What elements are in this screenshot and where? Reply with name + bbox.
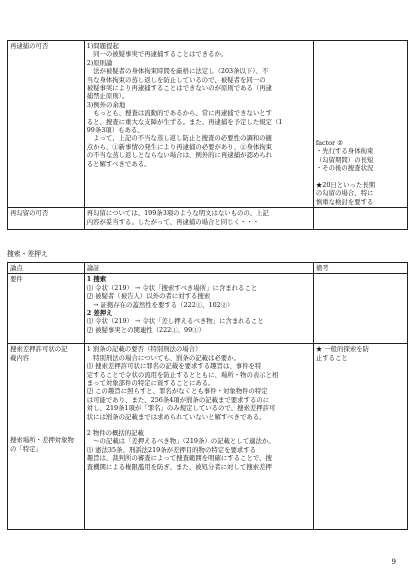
row-label-text bbox=[10, 436, 82, 453]
text-line: ★ 一般的探索を防 bbox=[315, 345, 370, 354]
notes-cell bbox=[313, 274, 407, 344]
paragraph-gap bbox=[87, 421, 311, 429]
text-line: 状には罰条の記載までは求められていないと解すべきである。 bbox=[86, 412, 266, 421]
text-line: 同一の被疑事実で再逮捕することはできるか。 bbox=[86, 50, 228, 59]
label-spacer bbox=[10, 362, 82, 436]
row-label-text: 要件 bbox=[10, 275, 23, 284]
label-line: 載内容 bbox=[10, 353, 30, 362]
row-label bbox=[8, 274, 85, 344]
row-label bbox=[8, 208, 85, 230]
table-row bbox=[8, 208, 408, 230]
section-title: 捜索・差押え bbox=[7, 250, 48, 258]
text-line: の不当な蒸し返しとならない場合は、例外的に再逮捕が認められ bbox=[86, 151, 273, 160]
text-line: 2 物件の概括的記載 bbox=[86, 429, 144, 438]
text-line: 特別刑法の場合についても、罰条の記載は必要か。 bbox=[86, 353, 240, 362]
text-line: ・その後の捜査状況 bbox=[315, 164, 374, 173]
text-line: 被疑事実により再逮捕することはできないのが原則である（再逮 bbox=[86, 84, 273, 93]
text-line: もっとも、捜査は流動的であるから、常に再逮捕できないとす bbox=[86, 109, 273, 118]
argument-cell bbox=[84, 344, 313, 530]
text-line: 査機関による権限濫用を防ぎ、また、被処分者に対して捜索差押 bbox=[86, 462, 272, 471]
row-label-text: 再勾留の可否 bbox=[10, 209, 49, 218]
table-header-row bbox=[8, 263, 408, 274]
argument-cell bbox=[84, 274, 313, 344]
argument-cell bbox=[84, 208, 313, 230]
row-label bbox=[8, 41, 85, 208]
text-line: factor ② bbox=[315, 139, 343, 147]
page-number: 9 bbox=[391, 558, 396, 566]
text-line: 対し、219条1項が「罪名」のみ規定しているので、捜索差押許可 bbox=[86, 404, 276, 413]
text-line: ると解すべきである。 bbox=[86, 159, 151, 168]
text-line: ると、捜査に重大な支障が生ずる。また、再逮捕を予定した規定（1 bbox=[86, 117, 283, 126]
table-search-seizure bbox=[7, 262, 408, 530]
notes-cell bbox=[313, 208, 407, 230]
argument-cell bbox=[84, 41, 313, 208]
text-line: ⑴ 憲法35条、刑訴法219条が差押目的物の特定を要求する bbox=[86, 445, 257, 454]
text-line bbox=[316, 173, 405, 181]
notes-cell bbox=[313, 344, 407, 530]
label-line: 捜索場所・差押対象物 bbox=[10, 436, 74, 445]
text-line: 点から、①新事情の発生により再逮捕の必要があり、②身体拘束 bbox=[86, 142, 273, 151]
notes-cell bbox=[313, 41, 407, 208]
text-line: 2)原則論 bbox=[86, 58, 113, 67]
text-line: 趣旨は、裁判所の審査によって捜査範囲を明確にすることで、捜 bbox=[86, 454, 272, 463]
text-line: よって、上記の不当な蒸し返し防止と捜査の必要性の調和の観 bbox=[86, 134, 272, 143]
text-line: 止すること bbox=[315, 353, 348, 362]
text-line: 定することで令状の流用を防止するとともに、場所・物の表示と相 bbox=[86, 370, 279, 379]
text-line: 当な身体拘束の蒸し返しを防止しているので、被疑者を同一の bbox=[86, 75, 266, 84]
text-line: ～の記載は「差押えるべき物」（219条）の記載として適法か。 bbox=[86, 437, 275, 446]
table-rearrest bbox=[7, 40, 408, 230]
text-line: 1 捜索 bbox=[86, 275, 107, 284]
text-line: ⑴ 令状（219） → 令状「捜索すべき場所」に含まれること bbox=[86, 283, 258, 292]
text-line: 捕禁止原則）。 bbox=[86, 92, 129, 101]
text-line: 内容が妥当する。したがって、再逮捕の場合と同じく・・・ bbox=[86, 217, 260, 226]
row-label bbox=[8, 344, 85, 530]
text-line: 99条3項）もある。 bbox=[86, 126, 144, 135]
text-line: → 証拠存在の蓋然性を要する（222①、102②） bbox=[86, 300, 234, 309]
row-label-text: 再逮捕の可否 bbox=[10, 42, 49, 50]
text-line: ⑴ 令状（219） → 令状「差し押えるべき物」に含まれること bbox=[86, 317, 264, 326]
text-line: は可能であり、また、256条4項が罰条の記載まで要求するのに bbox=[86, 395, 270, 404]
table-row bbox=[8, 41, 408, 208]
header-argument: 論証 bbox=[84, 263, 313, 274]
text-line: 再勾留については、199条3項のような明文はないものの、上記 bbox=[86, 209, 269, 218]
row-label-text bbox=[10, 345, 82, 362]
text-line: ・先行する身体拘束 bbox=[315, 147, 374, 156]
table-row bbox=[8, 274, 408, 344]
text-line: 1)問題提起 bbox=[86, 42, 119, 50]
text-line: （勾留期間）の長短 bbox=[315, 155, 374, 164]
header-issue: 論点 bbox=[8, 263, 85, 274]
text-line: ⑵ この趣旨に照らすと、罪名がなくとも事件・対象物件の特定 bbox=[86, 387, 268, 396]
text-line: 法が被疑者の身体拘束時間を厳格に法定し（203条以下）、不 bbox=[86, 67, 269, 76]
text-line: ★20日といった長期 bbox=[315, 181, 376, 190]
text-line: 2 差押え bbox=[86, 309, 113, 318]
text-line: 1 罰条の記載の要否（特別刑法の場合） bbox=[86, 345, 202, 354]
text-line: ⑵ 被疑事実との関連性（222①、99①） bbox=[86, 325, 205, 334]
text-line: 慎重な検討を要する bbox=[315, 197, 374, 206]
table-row bbox=[8, 344, 408, 530]
text-line: ⑴ 捜索差押許可状に罪名の記載を要求する趣旨は、事件を特 bbox=[86, 362, 262, 371]
header-notes: 備考 bbox=[313, 263, 407, 274]
text-line: の勾留の場合、特に bbox=[315, 189, 374, 198]
text-line: 3)例外の余地 bbox=[86, 100, 126, 109]
label-line: 捜索差押許可状の記 bbox=[10, 345, 68, 354]
text-line: ⑵ 被疑者（被告人）以外の者に対する捜索 bbox=[86, 292, 211, 301]
text-line: まって対象部件の特定に資することにある。 bbox=[86, 379, 215, 388]
label-line: の「特定」 bbox=[10, 444, 42, 453]
